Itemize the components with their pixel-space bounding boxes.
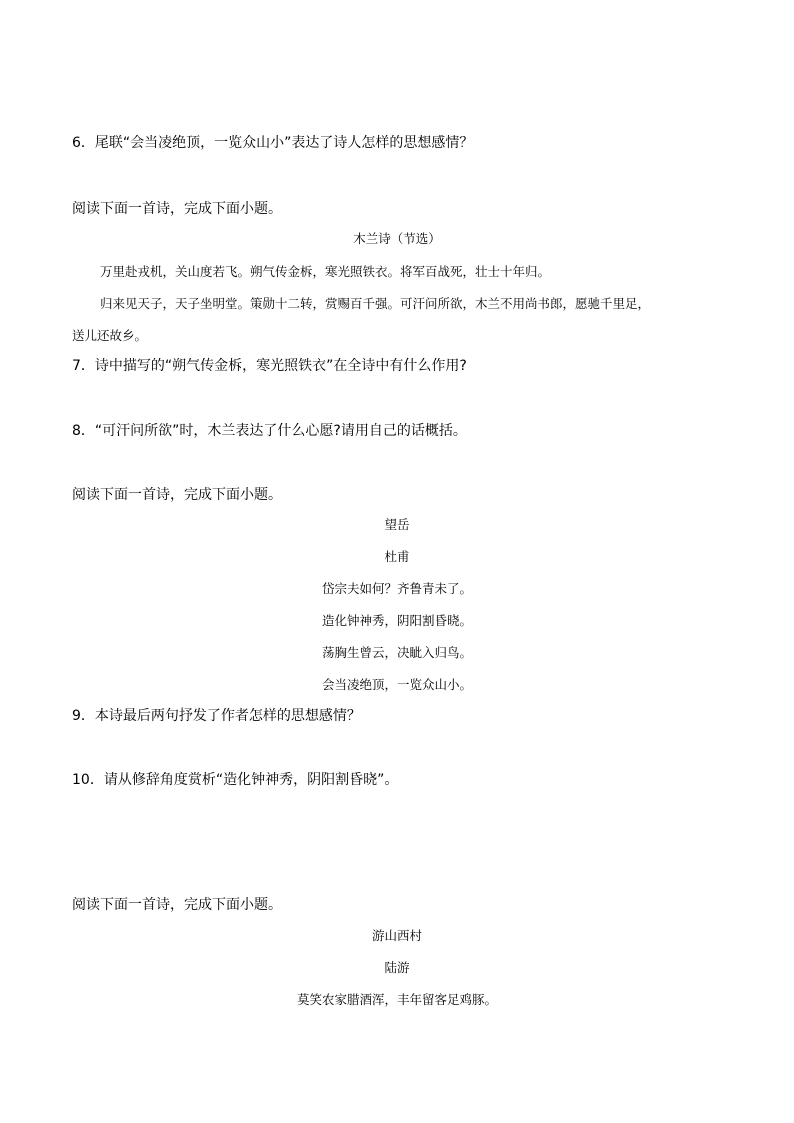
poem-wangyue-line-2: 造化钟神秀，阴阳割昏晓。 xyxy=(321,613,472,628)
poem-wangyue-line-3: 荡胸生曾云，决眦入归鸟。 xyxy=(321,645,472,660)
section-2-intro: 阅读下面一首诗，完成下面小题。 xyxy=(72,201,282,217)
poem-mulan-line-2: 归来见天子，天子坐明堂。策勋十二转，赏赐百千强。可汗问所欲，木兰不用尚书郎，愿驰千里足， xyxy=(100,296,651,311)
poem-mulan-line-3: 送儿还故乡。 xyxy=(72,328,148,343)
poem-author-luyou: 陆游 xyxy=(384,960,410,975)
poem-title-wangyue: 望岳 xyxy=(384,517,410,532)
poem-wangyue-line-1: 岱宗夫如何？齐鲁青未了。 xyxy=(321,581,472,596)
poem-title-youshanxicun: 游山西村 xyxy=(371,928,422,943)
question-9: 9．本诗最后两句抒发了作者怎样的思想感情？ xyxy=(72,708,361,724)
section-4-intro: 阅读下面一首诗，完成下面小题。 xyxy=(72,897,282,913)
question-8: 8．“可汗问所欲”时，木兰表达了什么心愿?请用自己的话概括。 xyxy=(72,423,467,439)
question-6: 6．尾联“会当凌绝顶，一览众山小”表达了诗人怎样的思想感情？ xyxy=(72,135,474,151)
poem-wangyue-line-4: 会当凌绝顶，一览众山小。 xyxy=(321,677,472,692)
poem-youshanxicun-line-1: 莫笑农家腊酒浑，丰年留客足鸡豚。 xyxy=(296,992,497,1007)
section-3-intro: 阅读下面一首诗，完成下面小题。 xyxy=(72,487,282,503)
poem-title-mulan: 木兰诗（节选） xyxy=(353,231,441,246)
poem-mulan-line-1: 万里赴戎机，关山度若飞。朔气传金柝，寒光照铁衣。将军百战死，壮士十年归。 xyxy=(100,264,551,279)
question-7: 7．诗中描写的“朔气传金柝，寒光照铁衣”在全诗中有什么作用? xyxy=(72,358,467,374)
question-10: 10．请从修辞角度赏析“造化钟神秀，阴阳割昏晓”。 xyxy=(72,772,399,788)
poem-author-dufu: 杜甫 xyxy=(384,549,410,564)
